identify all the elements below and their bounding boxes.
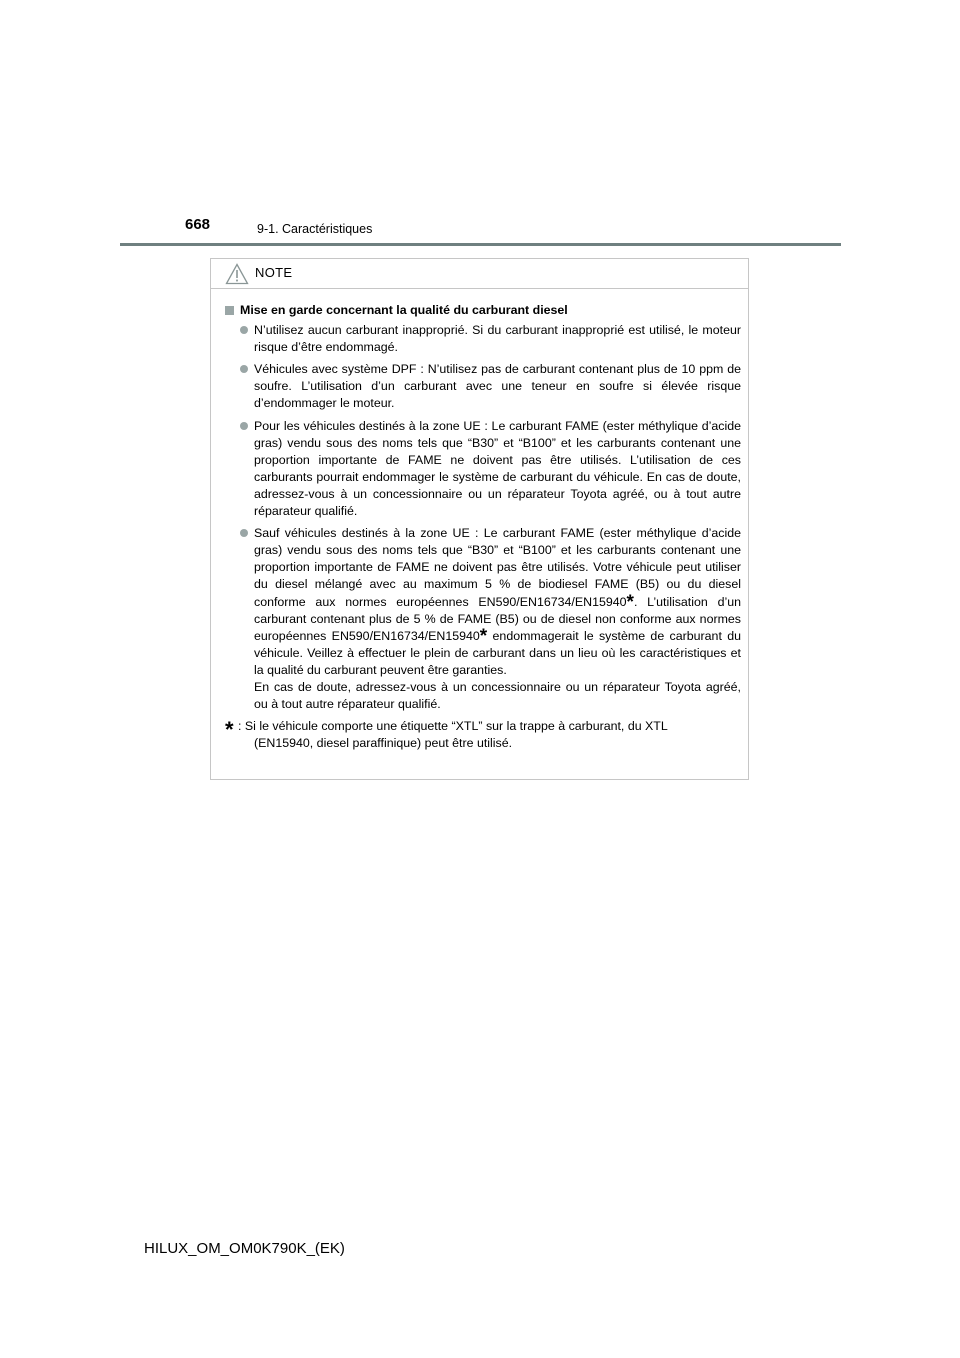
bullet-text: Pour les véhicules destinés à la zone UE : Le carburant FAME (ester méthylique d’acide gras) vendu sous des noms tels que “B30” et “B100” et les carburants contenant une proportion importante de FAME ne doivent pas être utilisés. L’utilisation de ces carburants pourrait endommager le système de carburant du véhicule. En cas de doute, adressez-vous à un concessionnaire ou un réparateur Toyota agréé, ou à tout autre réparateur qualifié. <box>254 418 741 519</box>
footnote-line: : Si le véhicule comporte une étiquette “XTL” sur la trappe à carburant, du XTL <box>238 719 668 734</box>
square-bullet-icon <box>225 306 234 315</box>
list-item <box>240 361 741 412</box>
footnote-text <box>234 718 741 752</box>
bullet-text: N’utilisez aucun carburant inapproprié. Si du carburant inapproprié est utilisé, le moteur risque d’être endommagé. <box>254 323 741 355</box>
footer-code: HILUX_OM_OM0K790K_(EK) <box>144 1240 345 1257</box>
note-body <box>211 289 748 752</box>
bullet-paragraph: En cas de doute, adressez-vous à un concessionnaire ou un réparateur Toyota agréé, ou à tout autre réparateur qualifié. <box>254 679 741 712</box>
note-heading <box>225 302 741 319</box>
footnote <box>225 718 741 752</box>
footnote-marker: * <box>626 591 634 613</box>
bullet-text <box>254 525 741 713</box>
bullet-dot-icon <box>240 365 248 373</box>
header-rule <box>120 243 841 246</box>
text-segment: Sauf véhicules destinés à la zone UE : Le carburant FAME (ester méthylique d’acide gras) vendu sous des noms tels que “B30” et “B100” et les carburants contenant une proportion importante de FAME ne doivent pas être utilisés. Votre véhicule peut utiliser du diesel mélangé avec au maximum 5 % de biodiesel FAME (B5) ou du diesel conforme aux normes européennes EN590/EN16734/EN15940 <box>254 526 741 609</box>
note-header <box>211 259 748 289</box>
heading-text: Mise en garde concernant la qualité du carburant diesel <box>240 303 568 317</box>
bullet-dot-icon <box>240 422 248 430</box>
list-item <box>240 322 741 356</box>
bullet-text: Véhicules avec système DPF : N’utilisez pas de carburant contenant plus de 10 ppm de soufre. L’utilisation d’un carburant avec une teneur en soufre si élevée risque d’endommager le moteur. <box>254 362 741 411</box>
footnote-marker: * <box>479 625 488 647</box>
text-segment: . L’utilisation d’un carburant contenant plus de 5 % de FAME (B5) ou de diesel non conforme aux normes européennes EN590/EN16734/EN15940 <box>254 594 741 643</box>
section-title: 9-1. Caractéristiques <box>257 222 373 236</box>
bullet-dot-icon <box>240 326 248 334</box>
footnote-star: * <box>225 717 234 743</box>
list-item <box>240 418 741 521</box>
bullet-paragraph <box>254 525 741 679</box>
bullet-dot-icon <box>240 529 248 537</box>
list-item <box>240 525 741 713</box>
text-segment: endommagerait le système de carburant du véhicule. Veillez à effectuer le plein de carburant dans un lieu où les caractéristiques et la qualité du carburant peuvent être garanties. <box>254 628 742 677</box>
note-label: NOTE <box>255 265 293 280</box>
footnote-line: (EN15940, diesel paraffinique) peut être utilisé. <box>254 736 513 751</box>
page-number: 668 <box>185 216 211 233</box>
warning-triangle-icon <box>225 263 249 285</box>
note-box <box>210 258 749 780</box>
